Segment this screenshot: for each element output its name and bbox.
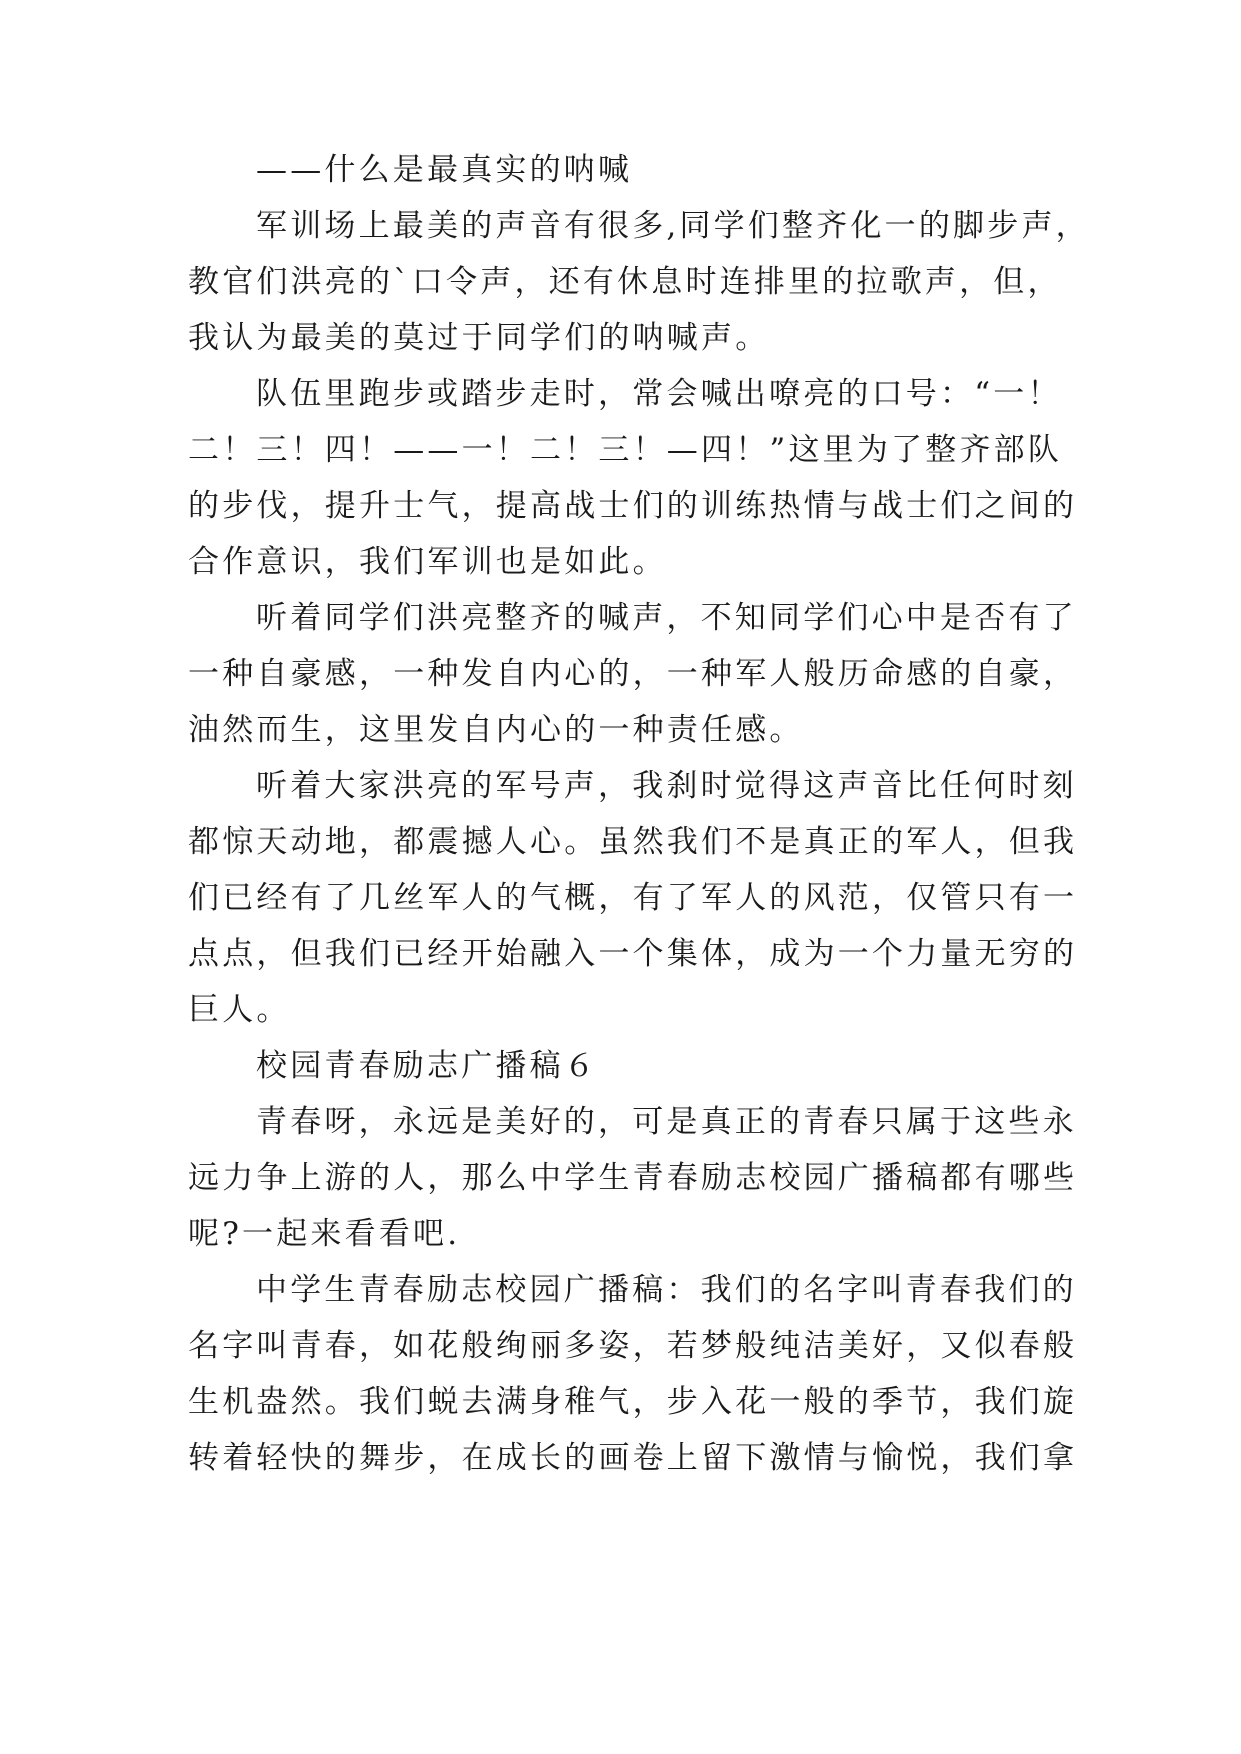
paragraph-line: 我认为最美的莫过于同学们的呐喊声。 [188,320,770,356]
paragraph-heading-line: ——什么是最真实的呐喊 [256,152,633,188]
paragraph-line: 生机盎然。我们蜕去满身稚气，步入花一般的季节，我们旋 [188,1384,1078,1420]
paragraph-line: 点点，但我们已经开始融入一个集体，成为一个力量无穷的 [188,936,1078,972]
paragraph-line: 们已经有了几丝军人的气概，有了军人的风范，仅管只有一 [188,880,1078,916]
paragraph-line: 听着大家洪亮的军号声，我刹时觉得这声音比任何时刻 [256,768,1077,804]
paragraph-line: 油然而生，这里发自内心的一种责任感。 [188,712,804,748]
paragraph-line: 青春呀，永远是美好的，可是真正的青春只属于这些永 [256,1104,1077,1140]
paragraph-line: 的步伐，提升士气，提高战士们的训练热情与战士们之间的 [188,488,1078,524]
paragraph-line: 中学生青春励志校园广播稿：我们的名字叫青春我们的 [256,1272,1077,1308]
paragraph-line: 远力争上游的人，那么中学生青春励志校园广播稿都有哪些 [188,1160,1078,1196]
paragraph-line: 合作意识，我们军训也是如此。 [188,544,667,580]
paragraph-line: 二！三！四！——一！二！三！—四！”这里为了整齐部队 [188,432,1063,468]
paragraph-line: 转着轻快的舞步，在成长的画卷上留下激情与愉悦，我们拿 [188,1440,1078,1476]
paragraph-line: 呢?一起来看看吧. [188,1216,461,1252]
paragraph-line: 都惊天动地，都震撼人心。虽然我们不是真正的军人，但我 [188,824,1078,860]
paragraph-line: 听着同学们洪亮整齐的喊声，不知同学们心中是否有了 [256,600,1077,636]
paragraph-line: 巨人。 [188,992,291,1028]
paragraph-line: 名字叫青春，如花般绚丽多姿，若梦般纯洁美好，又似春般 [188,1328,1078,1364]
paragraph-line: 教官们洪亮的`口令声，还有休息时连排里的拉歌声，但， [188,264,1062,300]
paragraph-line: 一种自豪感，一种发自内心的，一种军人般历命感的自豪， [188,656,1078,692]
section-title: 校园青春励志广播稿６ [256,1048,598,1084]
paragraph-line: 军训场上最美的声音有很多,同学们整齐化一的脚步声， [256,208,1090,244]
paragraph-line: 队伍里跑步或踏步走时，常会喊出嘹亮的口号：“一！ [256,376,1062,412]
